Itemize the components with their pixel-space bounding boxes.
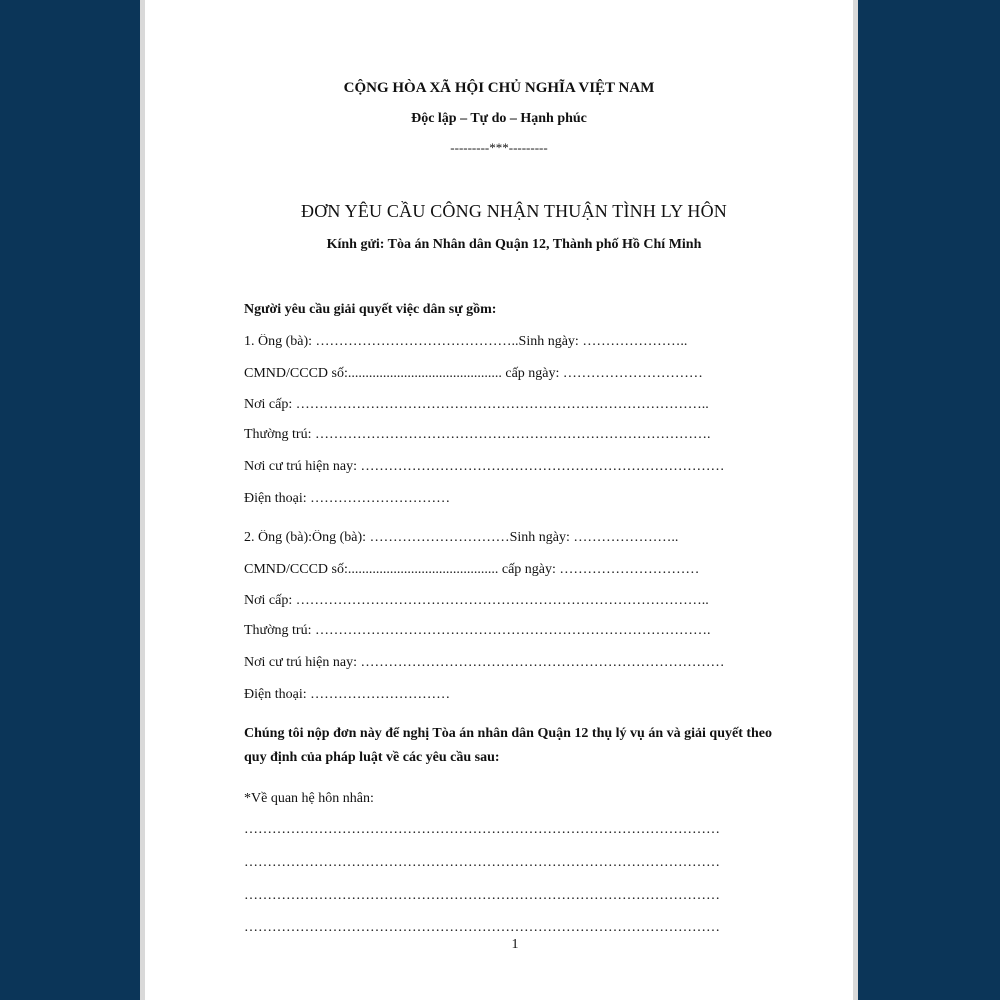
person1-id-line: CMND/CCCD số:............................................ cấp ngày: …………………………	[244, 366, 703, 381]
requesters-heading: Người yêu cầu giải quyết việc dân sự gồm:	[244, 302, 497, 317]
header-separator: ---------***---------	[450, 140, 548, 155]
marriage-heading: *Về quan hệ hôn nhân:	[244, 791, 374, 806]
blank-line: …………………………………………………………………………………………	[244, 855, 720, 870]
person1-name-line: 1. Ông (bà): ……………………………………..Sinh ngày: …………………..	[244, 334, 688, 349]
blank-line: …………………………………………………………………………………………	[244, 822, 720, 837]
person1-residence: Thường trú: ………………………………………………………………………….	[244, 427, 711, 442]
person2-issued-place: Nơi cấp: ……………………………………………………………………………..	[244, 593, 709, 608]
national-title: CỘNG HÒA XÃ HỘI CHỦ NGHĨA VIỆT NAM	[343, 80, 655, 96]
blank-line: …………………………………………………………………………………………	[244, 888, 720, 903]
person2-residence: Thường trú: ………………………………………………………………………….	[244, 623, 711, 638]
request-paragraph: Chúng tôi nộp đơn này để nghị Tòa án nhân dân Quận 12 thụ lý vụ án và giải quyết theo quy định của pháp luật về các yêu cầu sau:	[244, 726, 773, 765]
person2-id-line: CMND/CCCD số:........................................... cấp ngày: …………………………	[244, 562, 700, 577]
form-title: ĐƠN YÊU CẦU CÔNG NHẬN THUẬN TÌNH LY HÔN	[301, 201, 727, 221]
person1-phone: Điện thoại: …………………………	[244, 491, 451, 506]
person1-current-address: Nơi cư trú hiện nay: ……………………………………………………………………	[244, 459, 725, 474]
person2-current-address: Nơi cư trú hiện nay: ……………………………………………………………………	[244, 655, 725, 670]
page-number: 1	[511, 937, 519, 952]
person2-name-line: 2. Ông (bà):Ông (bà): …………………………Sinh ngày: …………………..	[244, 530, 679, 545]
form-recipient: Kính gửi: Tòa án Nhân dân Quận 12, Thành phố Hồ Chí Minh	[326, 237, 702, 252]
national-motto: Độc lập – Tự do – Hạnh phúc	[411, 111, 587, 126]
blank-line: …………………………………………………………………………………………	[244, 920, 720, 935]
person1-issued-place: Nơi cấp: ……………………………………………………………………………..	[244, 397, 709, 412]
document-page	[145, 0, 853, 1000]
person2-phone: Điện thoại: …………………………	[244, 687, 451, 702]
